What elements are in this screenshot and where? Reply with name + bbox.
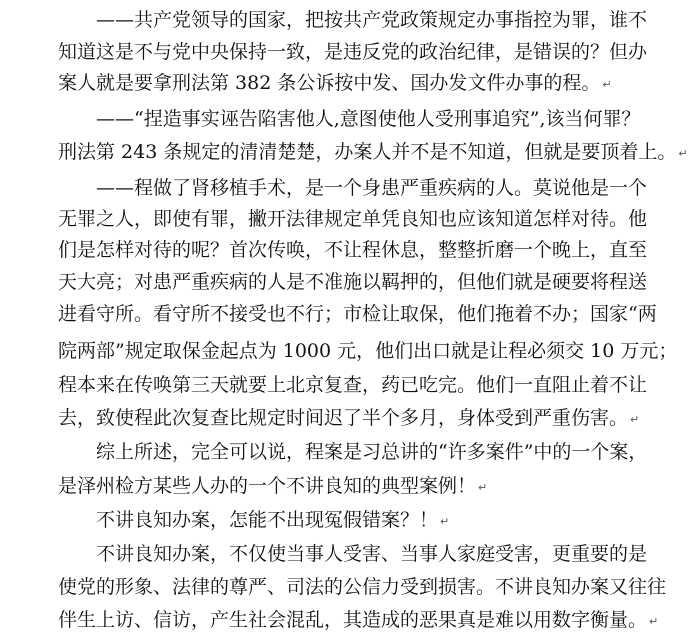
paragraph-2-line-2-text: 刑法第 243 条规定的清清楚楚，办案人并不是不知道，但就是要顶着上。 <box>58 141 677 163</box>
paragraph-6-line-3 <box>58 608 659 632</box>
paragraph-6-line-2: 使党的形象、法律的尊严、司法的公信力受到损害。不讲良知办案又往往 <box>58 576 667 598</box>
paragraph-3-line-5: 进看守所。看守所不接受也不行；市检让取保，他们拖着不办；国家“两 <box>58 303 657 325</box>
paragraph-mark-icon: ↵ <box>678 147 688 160</box>
paragraph-3-line-4: 天大亮；对患严重疾病的人是不准施以羁押的，但他们就是硬要将程送 <box>58 271 648 293</box>
paragraph-2-line-2 <box>58 140 688 164</box>
paragraph-3-line-8-text: 去，致使程此次复查比规定时间迟了半个多月，身体受到严重伤害。 <box>58 407 629 429</box>
paragraph-1-line-2: 知道这是不与党中央保持一致，是违反党的政治纪律，是错误的？但办 <box>58 41 648 63</box>
paragraph-3-line-8 <box>58 406 640 430</box>
paragraph-mark-icon: ↵ <box>602 78 612 91</box>
paragraph-1-line-3 <box>58 71 640 95</box>
paragraph-4-line-2-text: 是泽州检方某些人办的一个不讲良知的典型案例！ <box>58 475 477 497</box>
paragraph-3-line-7: 程本来在传唤第三天就要上北京复查，药已吃完。他们一直阻止着不让 <box>58 374 648 396</box>
paragraph-mark-icon: ↵ <box>440 515 450 528</box>
paragraph-3-line-1: ——程做了肾移植手术，是一个身患严重疾病的人。莫说他是一个 <box>96 177 648 199</box>
paragraph-1-line-1: ——共产党领导的国家，把按共产党政策规定办事指控为罪，谁不 <box>96 9 648 31</box>
paragraph-mark-icon: ↵ <box>630 413 640 426</box>
paragraph-mark-icon: ↵ <box>478 481 488 494</box>
paragraph-3-line-3: 们是怎样对待的呢？首次传唤，不让程休息，整整折磨一个晚上，直至 <box>58 239 648 261</box>
paragraph-6-line-1: 不讲良知办案，不仅使当事人受害、当事人家庭受害，更重要的是 <box>96 543 648 565</box>
paragraph-5-line-1 <box>96 508 640 532</box>
paragraph-mark-icon: ↵ <box>649 615 659 628</box>
paragraph-3-line-2: 无罪之人，即使有罪，撇开法律规定单凭良知也应该知道怎样对待。他 <box>58 208 648 230</box>
paragraph-2-line-1: ——“捏造事实诬告陷害他人,意图使他人受刑事追究”,该当何罪？ <box>96 108 641 130</box>
paragraph-4-line-2 <box>58 474 640 498</box>
paragraph-1-line-3-text: 案人就是要拿刑法第 382 条公诉按中发、国办发文件办事的程。 <box>58 72 601 94</box>
paragraph-5-line-1-text: 不讲良知办案，怎能不出现冤假错案？！ <box>96 509 439 531</box>
paragraph-6-line-3-text: 伴生上访、信访，产生社会混乱，其造成的恶果真是难以用数字衡量。 <box>58 609 648 631</box>
paragraph-3-line-6: 院两部”规定取保金起点为 1000 元，他们出口就是让程必须交 10 万元； <box>58 340 678 362</box>
paragraph-4-line-1: 综上所述，完全可以说，程案是习总讲的“许多案件”中的一个案， <box>96 441 648 463</box>
